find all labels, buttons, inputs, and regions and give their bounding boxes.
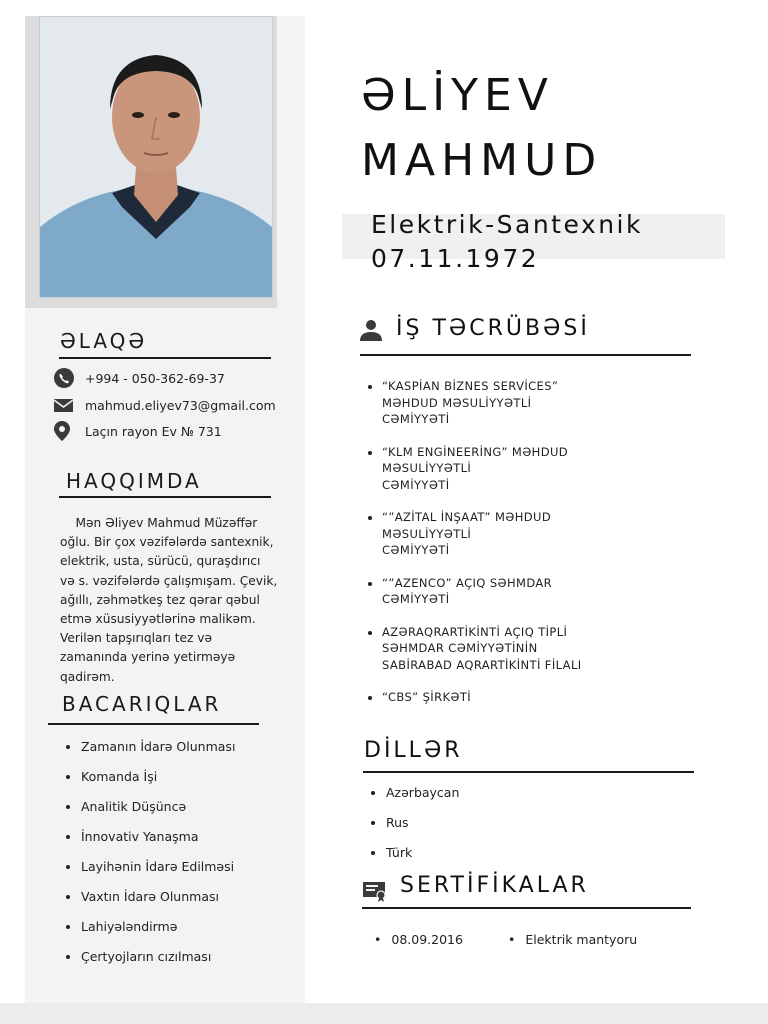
about-line: Verilən tapşırıqları tez və	[60, 631, 213, 646]
surname: ƏLİYEV	[361, 70, 554, 121]
certificate-date: • 08.09.2016	[374, 932, 463, 947]
about-line: ağıllı, zəhmətkeş tez qərar qəbul	[60, 592, 260, 607]
profile-photo-frame	[25, 16, 277, 308]
contact-divider	[59, 357, 271, 359]
about-divider	[59, 496, 271, 498]
experience-item: • “KLM ENGİNEERİNG” MƏHDUD MƏSULİYYƏTLİ CƏMİYYƏTİ	[382, 444, 682, 494]
contact-phone[interactable]: +994 - 050-362-69-37	[85, 370, 225, 386]
skill-item: • Zamanın İdarə Olunması	[81, 736, 235, 766]
contact-email[interactable]: mahmud.eliyev73@gmail.com	[85, 397, 276, 413]
language-item: • Azərbaycan	[386, 782, 459, 812]
phone-icon	[53, 368, 75, 388]
skill-item: • Layihənin İdarə Edilməsi	[81, 856, 235, 886]
language-item: • Türk	[386, 842, 459, 872]
certificate-icon	[362, 879, 388, 907]
experience-item: • “CBS” ŞİRKƏTİ	[382, 689, 682, 706]
about-heading: HAQQIMDA	[66, 469, 202, 493]
languages-divider	[363, 771, 694, 773]
about-line: etmə xüsusiyyətlərinə malikəm.	[60, 612, 256, 627]
experience-heading: İŞ TƏCRÜBƏSİ	[396, 316, 590, 341]
about-line: Mən Əliyev Mahmud Müzəffər	[60, 516, 258, 530]
contact-address: Laçın rayon Ev № 731	[85, 423, 222, 439]
skill-item: • Çertyojların cızılması	[81, 946, 235, 976]
skills-heading: BACARIQLAR	[62, 692, 222, 716]
skill-item: • Lahiyələndirmə	[81, 916, 235, 946]
language-item: • Rus	[386, 812, 459, 842]
skill-item: • Analitik Düşüncə	[81, 796, 235, 826]
experience-divider	[360, 354, 691, 356]
envelope-icon	[53, 395, 75, 415]
experience-list	[365, 378, 682, 706]
skill-item: • Komanda İşi	[81, 766, 235, 796]
skills-divider	[48, 723, 259, 725]
contact-phone-row	[53, 368, 225, 388]
skills-list	[63, 736, 235, 976]
sidebar	[25, 16, 305, 1003]
certificates-heading: SERTİFİKALAR	[400, 873, 589, 898]
about-line: elektrik, usta, sürücü, quraşdırıcı	[60, 554, 261, 569]
skill-item: • İnnovativ Yanaşma	[81, 826, 235, 856]
certificate-name: • Elektrik mantyoru	[508, 932, 637, 947]
about-line: qadirəm.	[60, 669, 115, 684]
profession: Elektrik-Santexnik	[371, 210, 643, 239]
experience-item: • “”AZİTAL İNŞAAT” MƏHDUD MƏSULİYYƏTLİ CƏMİYYƏTİ	[382, 509, 682, 559]
contact-heading: ƏLAQƏ	[60, 329, 148, 353]
location-pin-icon	[53, 421, 75, 441]
first-name: MAHMUD	[361, 135, 603, 186]
experience-item: • AZƏRAQRARTİKİNTİ AÇIQ TİPLİ SƏHMDAR CƏMİYYƏTİNİN SABİRABAD AQRARTİKİNTİ FİLALI	[382, 624, 682, 674]
languages-heading: DİLLƏR	[364, 738, 463, 763]
experience-item: • “KASPİAN BİZNES SERVİCES” MƏHDUD MƏSULİYYƏTLİ CƏMİYYƏTİ	[382, 378, 682, 428]
skill-item: • Vaxtın İdarə Olunması	[81, 886, 235, 916]
experience-item: • “”AZENCO” AÇIQ SƏHMDAR CƏMİYYƏTİ	[382, 575, 682, 608]
certificates-divider	[362, 907, 691, 909]
birth-date: 07.11.1972	[371, 244, 540, 273]
profile-photo	[39, 16, 273, 298]
about-line: zamanında yerinə yetirməyə	[60, 650, 236, 665]
languages-list	[369, 782, 459, 872]
page-bottom-band	[0, 1003, 768, 1024]
contact-address-row	[53, 421, 222, 441]
about-line: və s. vəzifələrdə çalışmışam. Çevik,	[60, 573, 278, 588]
contact-email-row	[53, 395, 276, 415]
about-line: oğlu. Bir çox vəzifələrdə santexnik,	[60, 535, 274, 550]
person-icon	[359, 318, 383, 346]
about-text	[60, 514, 300, 687]
